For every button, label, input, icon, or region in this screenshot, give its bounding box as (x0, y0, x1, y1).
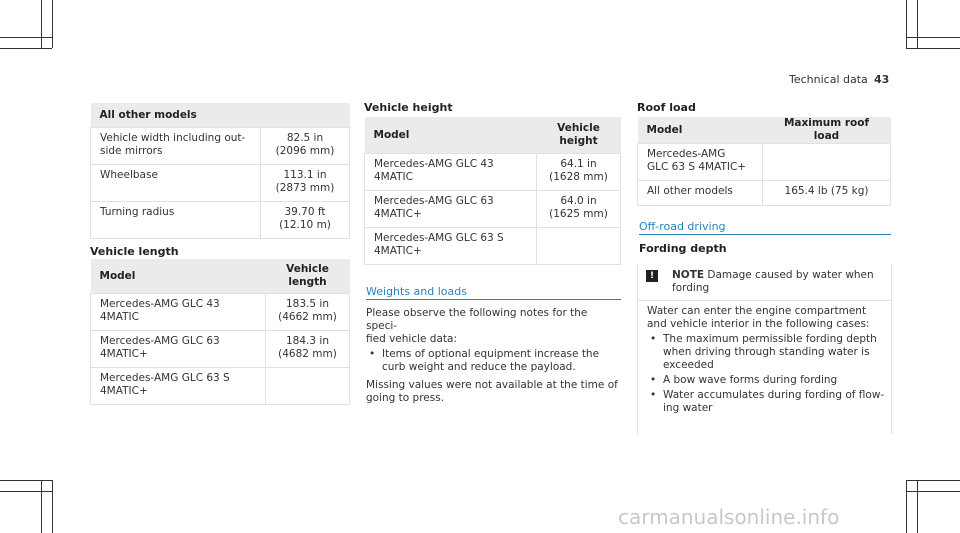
watermark: carmanualsonline.info (618, 505, 840, 529)
section-rule (366, 299, 621, 300)
table-cell: Mercedes-AMG GLC 63 S 4MATIC+ (638, 144, 763, 181)
section-title-offroad: Off-road driving (639, 220, 726, 233)
section-title-weights: Weights and loads (366, 285, 467, 298)
list-item: • A bow wave forms during fording (647, 374, 885, 387)
weights-intro: Please observe the following notes for the speci- fied vehicle data: (366, 307, 588, 345)
list-item: • Water accumulates during fording of flow- ing water (647, 389, 885, 415)
table-header: Maximum roof load (763, 117, 891, 144)
table-cell: 184.3 in (4682 mm) (266, 331, 350, 368)
table-cell: Wheelbase (91, 165, 261, 202)
table-cell: Mercedes-AMG GLC 63 4MATIC+ (365, 191, 537, 228)
note-header (638, 264, 891, 301)
table-header: Vehicle height (537, 117, 621, 154)
note-box (637, 264, 892, 434)
table-row (365, 191, 621, 228)
section-title: Vehicle length (90, 245, 179, 258)
table-row (638, 144, 891, 181)
section-rule (639, 234, 891, 235)
table-header: Vehicle length (266, 259, 350, 294)
weights-missing: Missing values were not available at the time of going to press. (366, 379, 618, 404)
roof-load-table (637, 117, 891, 206)
table-cell (537, 228, 621, 265)
table-cell: Mercedes-AMG GLC 43 4MATIC (365, 154, 537, 191)
note-message: Damage caused by water when fording (672, 269, 874, 294)
table-header: Model (638, 117, 763, 144)
table-row (91, 331, 350, 368)
table-row (638, 181, 891, 206)
table-heading: All other models (91, 103, 350, 128)
header-section: Technical data (789, 73, 868, 86)
note-label: NOTE (672, 269, 705, 281)
vehicle-length-table (90, 259, 350, 405)
table-row (91, 294, 350, 331)
table-row (91, 202, 350, 239)
table-cell: Mercedes-AMG GLC 43 4MATIC (91, 294, 266, 331)
vehicle-height-table (364, 117, 621, 265)
table-row (365, 154, 621, 191)
table-cell (763, 144, 891, 181)
note-intro: Water can enter the engine compartment and vehicle interior in the following cases: (647, 305, 870, 330)
table-cell: Turning radius (91, 202, 261, 239)
page-number: 43 (874, 73, 890, 86)
table-header: Model (91, 259, 266, 294)
table-cell: 64.1 in (1628 mm) (537, 154, 621, 191)
table-cell: All other models (638, 181, 763, 206)
table-cell: 113.1 in (2873 mm) (261, 165, 350, 202)
table-row (91, 368, 350, 405)
subsection-title: Fording depth (639, 242, 727, 255)
section-title: Roof load (637, 101, 696, 114)
other-models-table (90, 103, 350, 239)
table-cell: 64.0 in (1625 mm) (537, 191, 621, 228)
table-cell: 183.5 in (4662 mm) (266, 294, 350, 331)
table-cell: Mercedes-AMG GLC 63 S 4MATIC+ (365, 228, 537, 265)
table-cell: Mercedes-AMG GLC 63 S 4MATIC+ (91, 368, 266, 405)
weights-text (366, 307, 621, 405)
table-cell: 165.4 lb (75 kg) (763, 181, 891, 206)
table-header: Model (365, 117, 537, 154)
note-text (672, 269, 882, 295)
table-cell: Mercedes-AMG GLC 63 4MATIC+ (91, 331, 266, 368)
list-item: • Items of optional equipment increase the curb weight and reduce the payload. (366, 348, 621, 374)
section-title: Vehicle height (364, 101, 453, 114)
table-cell: 39.70 ft (12.10 m) (261, 202, 350, 239)
table-cell: 82.5 in (2096 mm) (261, 128, 350, 165)
table-cell (266, 368, 350, 405)
table-row (365, 228, 621, 265)
table-row (91, 165, 350, 202)
list-item: • The maximum permissible fording depth when driving through standing water is exceeded (647, 333, 885, 372)
table-cell: Vehicle width including out- side mirrors (91, 128, 261, 165)
table-row (91, 128, 350, 165)
note-body (647, 305, 885, 415)
warning-icon: ! (646, 270, 658, 282)
